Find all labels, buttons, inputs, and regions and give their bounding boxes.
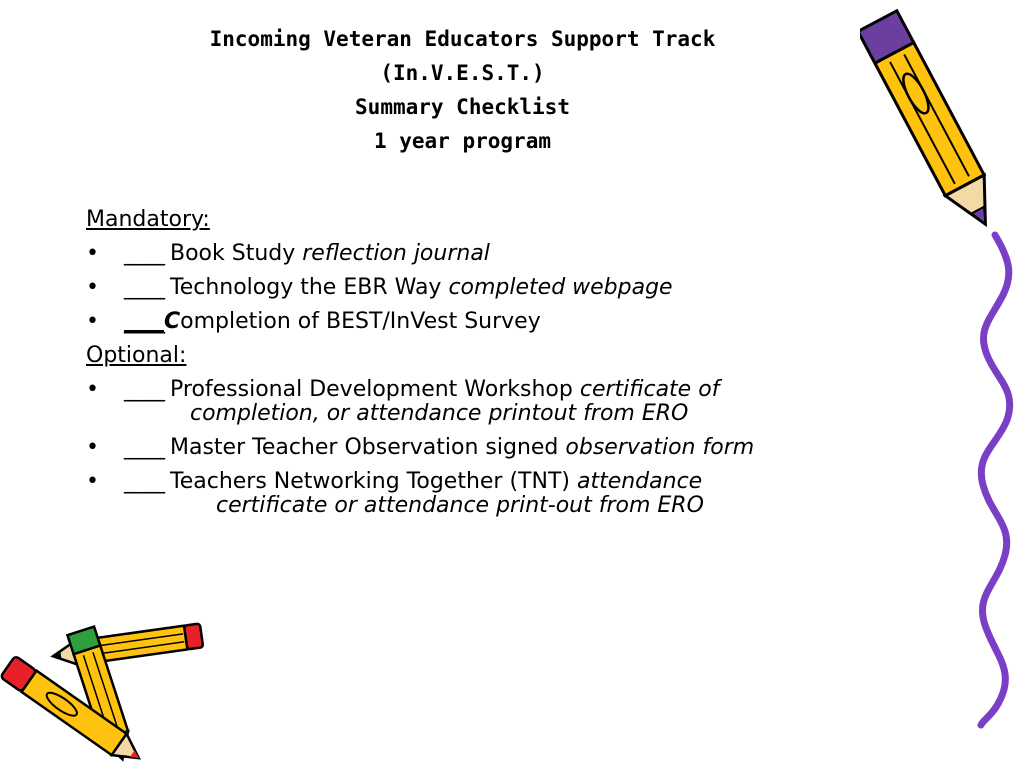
item-italic-text: observation form bbox=[565, 435, 755, 460]
item-italic-text: certificate of bbox=[579, 377, 720, 402]
mandatory-item-book-study bbox=[86, 237, 986, 271]
checklist-blank: ____ bbox=[124, 241, 164, 266]
optional-item-tnt bbox=[86, 465, 986, 499]
item-text: Book Study bbox=[170, 241, 303, 266]
item-text: Teachers Networking Together (TNT) bbox=[170, 469, 577, 494]
bullet: • bbox=[86, 435, 99, 460]
checklist-blank: ____ bbox=[124, 309, 164, 334]
item-continuation: certificate or attendance print-out from ERO bbox=[216, 493, 704, 518]
mandatory-item-technology bbox=[86, 271, 986, 305]
squiggle-line-icon bbox=[955, 230, 1024, 730]
optional-item-observation bbox=[86, 431, 986, 465]
title-line-3: Summary Checklist bbox=[355, 95, 570, 119]
title-line-4: 1 year program bbox=[373, 129, 551, 153]
checklist-blank: ____ bbox=[124, 435, 164, 460]
item-text: Professional Development Workshop bbox=[170, 377, 580, 402]
slide-title bbox=[130, 22, 795, 158]
bullet: • bbox=[86, 469, 99, 494]
title-line-1: Incoming Veteran Educators Support Track bbox=[209, 27, 716, 51]
bullet: • bbox=[86, 309, 99, 334]
optional-heading: Optional: bbox=[86, 343, 187, 368]
summary-checklist bbox=[86, 203, 986, 519]
item-first-letter: C bbox=[164, 309, 181, 334]
bullet: • bbox=[86, 377, 99, 402]
checklist-blank: ____ bbox=[124, 377, 164, 402]
item-text: ompletion of BEST/InVest Survey bbox=[180, 309, 541, 334]
bullet: • bbox=[86, 275, 99, 300]
optional-item-pd-workshop bbox=[86, 373, 986, 407]
checklist-blank: ____ bbox=[124, 275, 164, 300]
mandatory-item-survey bbox=[86, 305, 986, 339]
item-italic-text: reflection journal bbox=[302, 241, 490, 266]
mandatory-heading: Mandatory: bbox=[86, 207, 210, 232]
item-continuation: completion, or attendance printout from ERO bbox=[190, 401, 689, 426]
pencil-icon bbox=[860, 0, 1000, 245]
checklist-blank: ____ bbox=[124, 469, 164, 494]
item-text: Technology the EBR Way bbox=[170, 275, 449, 300]
bullet: • bbox=[86, 241, 99, 266]
title-line-2: (In.V.E.S.T.) bbox=[380, 61, 545, 85]
item-text: Master Teacher Observation signed bbox=[170, 435, 566, 460]
crossed-pencils-icon bbox=[0, 615, 210, 765]
item-italic-text: completed webpage bbox=[448, 275, 673, 300]
item-italic-text: attendance bbox=[576, 469, 703, 494]
